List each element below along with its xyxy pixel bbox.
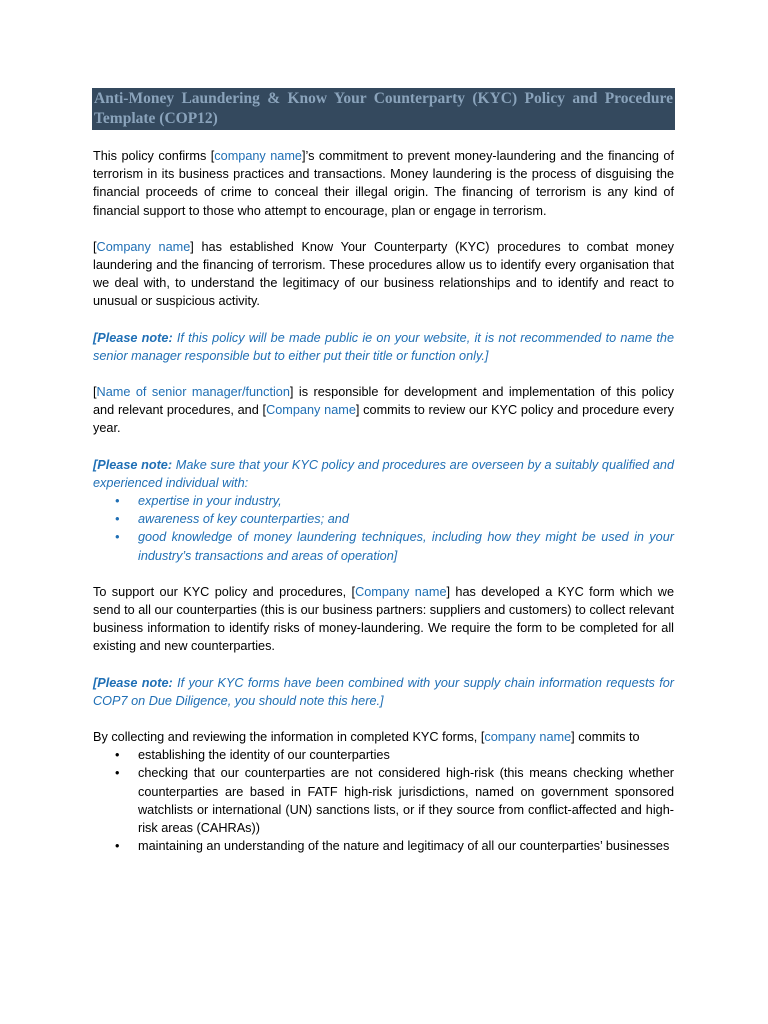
bullet-icon: • <box>115 766 120 781</box>
list-item-text: good knowledge of money laundering techniques, including how they might be used in your industry’s transactions and areas of operation] <box>138 530 674 563</box>
list-item <box>93 837 674 855</box>
list-item <box>93 746 674 764</box>
list-item-text: maintaining an understanding of the nature and legitimacy of all our counterparties’ businesses <box>138 839 670 854</box>
list-item <box>93 510 674 528</box>
placeholder-company-name: Company name <box>96 239 191 254</box>
bullet-icon: • <box>115 512 120 527</box>
list-item-text: checking that our counterparties are not considered high-risk (this means checking whether counterparties are based in FATF high-risk jurisdictions, named on government sponsored watchlists or international (UN) sanctions lists, or if they source from conflict-affected and high-risk areas (CAHRAs)) <box>138 766 674 836</box>
note-text: Make sure that your KYC policy and procedures are overseen by a suitably qualified and experienced individual with: <box>93 457 674 490</box>
bullet-icon: • <box>115 494 120 509</box>
document-title: Anti-Money Laundering & Know Your Counterparty (KYC) Policy and Procedure Template (COP12) <box>92 88 675 130</box>
list-item-text: expertise in your industry, <box>138 494 282 509</box>
text-run: By collecting and reviewing the information in completed KYC forms, [ <box>93 730 485 745</box>
note-label: [Please note: <box>93 330 173 345</box>
note-label: [Please note: <box>93 457 173 472</box>
note-text: If your KYC forms have been combined with your supply chain information requests for COP7 on Due Diligence, you should note this here.] <box>93 675 674 708</box>
paragraph-commitment <box>93 147 674 220</box>
bullet-icon: • <box>115 839 120 854</box>
paragraph-kyc-procedures <box>93 238 674 311</box>
note-text: If this policy will be made public ie on your website, it is not recommended to name the senior manager responsible but to either put their title or function only.] <box>93 330 674 363</box>
paragraph-commits <box>93 728 674 746</box>
text-run: ] is responsible for development and implementation of this policy and relevant procedures, and [ <box>93 385 675 418</box>
placeholder-company-name: company name <box>214 149 302 163</box>
text-run: ] commits to review our KYC policy and procedure every year. <box>93 403 674 436</box>
list-item <box>93 528 674 564</box>
note-oversight-list <box>93 492 674 565</box>
placeholder-company-name: Company name <box>355 584 447 599</box>
text-run: To support our KYC policy and procedures, [ <box>93 584 356 599</box>
paragraph-kyc-form <box>93 583 674 656</box>
note-public-policy <box>93 329 674 365</box>
text-run: ]’s commitment to prevent money-laundering and the financing of terrorism in its business practices and transactions. Money laundering is the process of disguising the financial proceeds of crime to conceal their illegal origin. The financing of terrorism is any kind of financial support to those who attempt to encourage, plan or engage in terrorism. <box>93 149 674 218</box>
bullet-icon: • <box>115 748 120 763</box>
list-item-text: awareness of key counterparties; and <box>138 512 349 527</box>
paragraph-responsibility <box>93 383 674 438</box>
note-cop7 <box>93 674 674 710</box>
note-oversight <box>93 456 674 492</box>
text-run: This policy confirms [ <box>93 149 215 163</box>
list-item-text: establishing the identity of our counterparties <box>138 748 390 763</box>
list-item <box>93 764 674 837</box>
note-label: [Please note: <box>93 675 173 690</box>
placeholder-senior-manager: Name of senior manager/function <box>96 385 290 400</box>
placeholder-company-name: Company name <box>266 403 356 418</box>
text-run: ] has developed a KYC form which we send to all our counterparties (this is our business partners: suppliers and customers) to collect relevant business information to identify risks of money-laundering. We require the form to be completed for all existing and new counterparties. <box>93 584 674 654</box>
list-item <box>93 492 674 510</box>
text-run: ] has established Know Your Counterparty (KYC) procedures to combat money laundering and the financing of terrorism. These procedures allow us to identify every organisation that we deal with, to understand the legitimacy of our business relationships and to identify and react to unusual or suspicious activity. <box>93 239 674 309</box>
commitments-list <box>93 746 674 855</box>
document-body <box>93 147 674 874</box>
bullet-icon: • <box>115 530 120 545</box>
text-run: [ <box>93 385 97 400</box>
text-run: ] commits to <box>571 730 640 745</box>
placeholder-company-name: company name <box>484 730 572 745</box>
text-run: [ <box>93 239 97 254</box>
